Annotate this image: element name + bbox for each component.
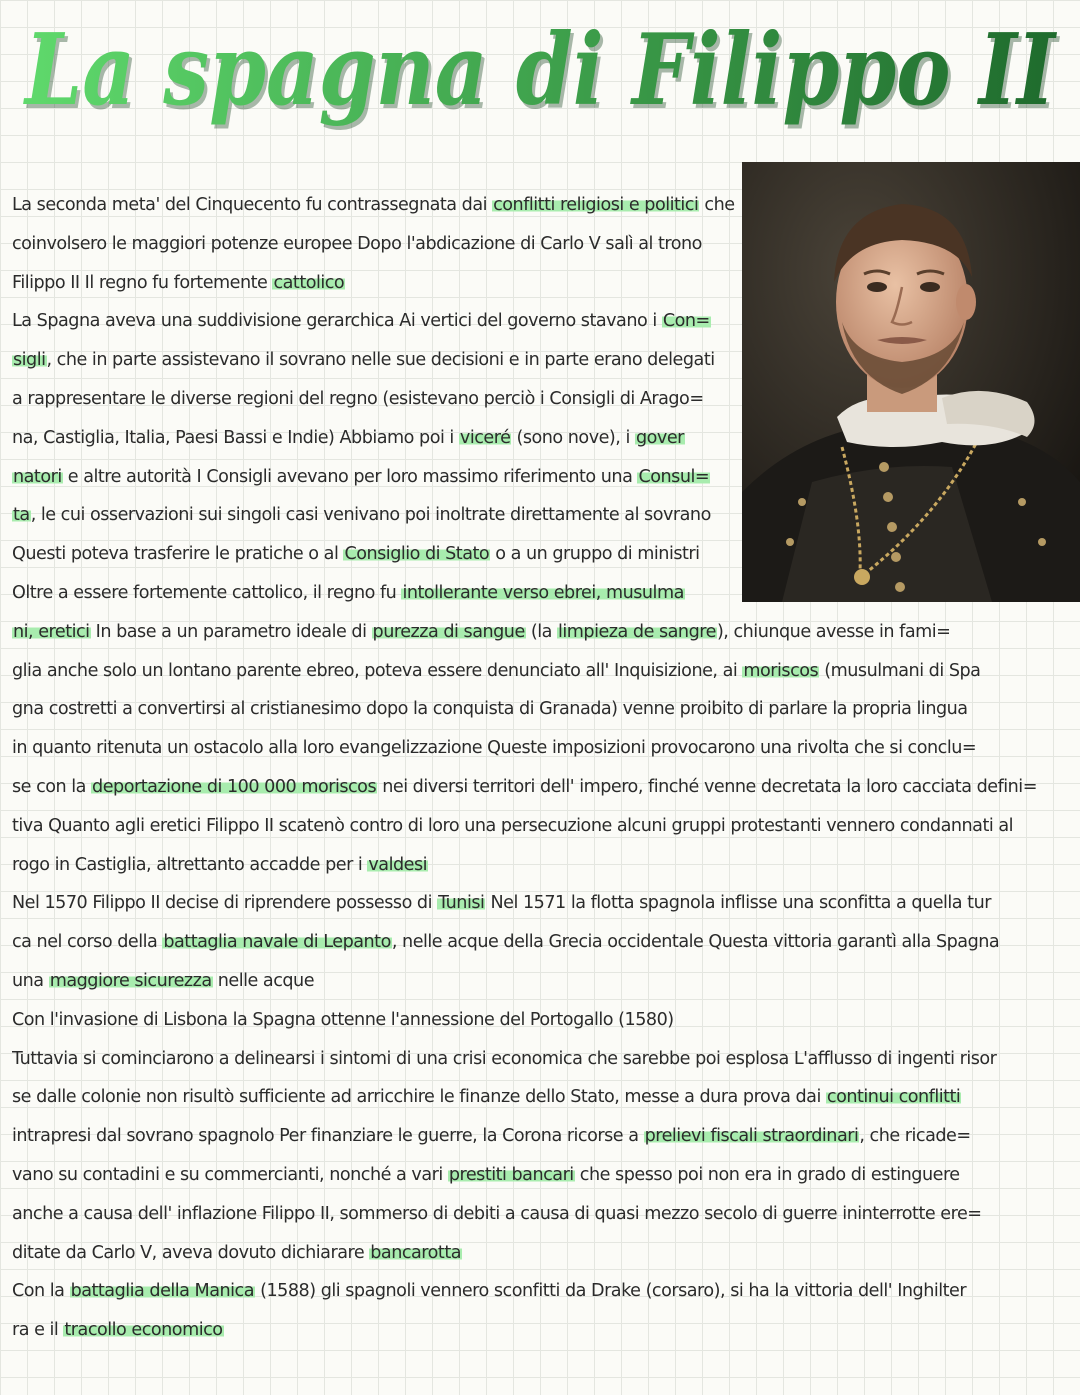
- text-segment: Oltre a essere fortemente cattolico, il regno fu: [12, 582, 402, 603]
- highlighted-term: Consiglio di Stato: [344, 544, 490, 565]
- highlighted-term: tracollo economico: [64, 1320, 223, 1341]
- text-line: [12, 186, 740, 225]
- text-segment: anche a causa dell' inflazione Filippo II, sommerso di debiti a causa di quasi mezzo secolo di guerre ininterrotte ere=: [12, 1203, 982, 1224]
- text-line: [12, 302, 740, 341]
- text-segment: La seconda meta' del Cinquecento fu contrassegnata dai: [12, 195, 493, 215]
- text-segment: Tuttavia si cominciarono a delinearsi i sintomi di una crisi economica che sarebbe poi esplosa L'afflusso di ingenti risor: [12, 1048, 997, 1069]
- highlighted-term: cattolico: [273, 272, 345, 293]
- text-segment: , le cui osservazioni sui singoli casi venivano poi inoltrate direttamente al sovrano: [30, 505, 711, 526]
- highlighted-term: natori: [13, 466, 62, 487]
- text-segment: se con la: [12, 776, 92, 797]
- text-segment: , che ricade=: [859, 1126, 971, 1147]
- text-line: [12, 341, 740, 380]
- text-segment: a rappresentare le diverse regioni del regno (esistevano perciò i Consigli di Arago=: [12, 388, 704, 409]
- highlighted-term: deportazione di 100 000 moriscos: [92, 776, 377, 797]
- text-segment: tiva Quanto agli eretici Filippo II scatenò contro di loro una persecuzione alcuni gruppi protestanti vennero condannati al: [12, 815, 1013, 836]
- highlighted-term: Consul=: [638, 466, 710, 487]
- text-segment: se dalle colonie non risultò sufficiente ad arricchire le finanze dello Stato, messe a dura prova dai: [12, 1087, 826, 1108]
- text-line: [12, 535, 740, 574]
- text-line: [12, 1040, 1076, 1079]
- highlighted-term: viceré: [459, 427, 511, 448]
- text-line: [12, 1195, 1076, 1234]
- text-segment: (sono nove), i: [511, 427, 635, 448]
- text-segment: ca nel corso della: [12, 932, 163, 953]
- highlighted-term: prelievi fiscali straordinari: [644, 1126, 859, 1147]
- text-line: [12, 1078, 1076, 1117]
- text-line: [12, 380, 740, 419]
- text-line: [12, 768, 1076, 807]
- text-line: [12, 419, 740, 458]
- highlighted-term: conflitti religiosi e politici: [493, 195, 699, 215]
- highlighted-term: purezza di sangue: [372, 621, 525, 642]
- text-line: [12, 1001, 1076, 1040]
- text-line: [12, 690, 1076, 729]
- highlighted-term: ta: [13, 505, 30, 526]
- text-line: [12, 1311, 1076, 1350]
- highlighted-term: limpieza de sangre: [558, 621, 716, 642]
- text-line: [12, 458, 740, 497]
- text-segment: che: [699, 195, 735, 215]
- notes-body: [12, 186, 1076, 1350]
- text-segment: o a un gruppo di ministri: [490, 544, 700, 565]
- text-segment: vano su contadini e su commercianti, nonché a vari: [12, 1164, 448, 1185]
- text-segment: Con l'invasione di Lisbona la Spagna ottenne l'annessione del Portogallo (1580): [12, 1009, 674, 1030]
- highlighted-term: gover: [635, 427, 684, 448]
- text-segment: che spesso poi non era in grado di estinguere: [574, 1164, 960, 1185]
- text-segment: na, Castiglia, Italia, Paesi Bassi e Indie) Abbiamo poi i: [12, 427, 459, 448]
- text-segment: una: [12, 970, 49, 991]
- text-segment: , nelle acque della Grecia occidentale Questa vittoria garantì alla Spagna: [391, 932, 1000, 953]
- text-segment: , che in parte assistevano il sovrano nelle sue decisioni e in parte erano delegati: [46, 350, 715, 371]
- text-line: [12, 962, 1076, 1001]
- text-segment: nelle acque: [212, 970, 315, 991]
- highlighted-term: intollerante verso ebrei, musulma: [402, 582, 684, 603]
- text-segment: gna costretti a convertirsi al cristianesimo dopo la conquista di Granada) venne proibito di parlare la propria lingua: [12, 699, 968, 720]
- text-segment: Filippo II Il regno fu fortemente: [12, 272, 273, 293]
- text-segment: glia anche solo un lontano parente ebreo, poteva essere denunciato all' Inquisizione, ai: [12, 660, 743, 681]
- title-text: La spagna di Filippo II: [22, 13, 1058, 128]
- text-line: [12, 807, 1076, 846]
- text-segment: e altre autorità I Consigli avevano per loro massimo riferimento una: [62, 466, 638, 487]
- text-segment: In base a un parametro ideale di: [90, 621, 372, 642]
- text-segment: Nel 1570 Filippo II decise di riprendere possesso di: [12, 893, 438, 914]
- text-line: [12, 652, 1076, 691]
- text-line: [12, 1156, 1076, 1195]
- text-segment: coinvolsero le maggiori potenze europee Dopo l'abdicazione di Carlo V salì al trono: [12, 233, 702, 254]
- highlighted-term: Tunisi: [438, 893, 485, 914]
- text-segment: nei diversi territori dell' impero, finché venne decretata la loro cacciata defini=: [377, 776, 1037, 797]
- text-segment: ra e il: [12, 1320, 64, 1341]
- highlighted-term: continui conflitti: [826, 1087, 961, 1108]
- text-line: [12, 923, 1076, 962]
- text-line: [12, 225, 740, 264]
- text-line: [12, 729, 1076, 768]
- svg-text:La spagna di Filippo II: La spagna di Filippo II: [25, 17, 1061, 132]
- text-line: [12, 496, 740, 535]
- text-line: [12, 1272, 1076, 1311]
- text-segment: (1588) gli spagnoli vennero sconfitti da Drake (corsaro), si ha la vittoria dell' Inghilter: [255, 1281, 967, 1302]
- highlighted-term: valdesi: [368, 854, 428, 875]
- text-line: [12, 613, 1076, 652]
- text-segment: in quanto ritenuta un ostacolo alla loro evangelizzazione Queste imposizioni provocarono una rivolta che si conclu=: [12, 738, 977, 759]
- highlighted-term: maggiore sicurezza: [49, 970, 212, 991]
- text-line: [12, 264, 740, 303]
- page-title: [0, 4, 1080, 144]
- text-segment: rogo in Castiglia, altrettanto accadde per i: [12, 854, 368, 875]
- highlighted-term: ni, eretici: [13, 621, 90, 642]
- highlighted-term: battaglia della Manica: [70, 1281, 255, 1302]
- text-segment: (la: [525, 621, 557, 642]
- text-segment: ditate da Carlo V, aveva dovuto dichiarare: [12, 1242, 370, 1263]
- text-segment: ), chiunque avesse in fami=: [716, 621, 951, 642]
- highlighted-term: prestiti bancari: [448, 1164, 574, 1185]
- text-line: [12, 1117, 1076, 1156]
- highlighted-term: bancarotta: [370, 1242, 461, 1263]
- text-line: [12, 1234, 1076, 1273]
- text-line: [12, 846, 1076, 885]
- text-segment: (musulmani di Spa: [819, 660, 981, 681]
- text-segment: La Spagna aveva una suddivisione gerarchica Ai vertici del governo stavano i: [12, 311, 662, 332]
- text-line: [12, 884, 1076, 923]
- text-segment: intrapresi dal sovrano spagnolo Per finanziare le guerre, la Corona ricorse a: [12, 1126, 644, 1147]
- text-segment: Questi poteva trasferire le pratiche o al: [12, 544, 344, 565]
- text-line: [12, 574, 740, 613]
- text-segment: Nel 1571 la flotta spagnola inflisse una sconfitta a quella tur: [485, 893, 991, 914]
- text-segment: Con la: [12, 1281, 70, 1302]
- highlighted-term: Con=: [662, 311, 710, 332]
- highlighted-term: sigli: [13, 350, 46, 371]
- highlighted-term: battaglia navale di Lepanto: [163, 932, 391, 953]
- highlighted-term: moriscos: [743, 660, 819, 681]
